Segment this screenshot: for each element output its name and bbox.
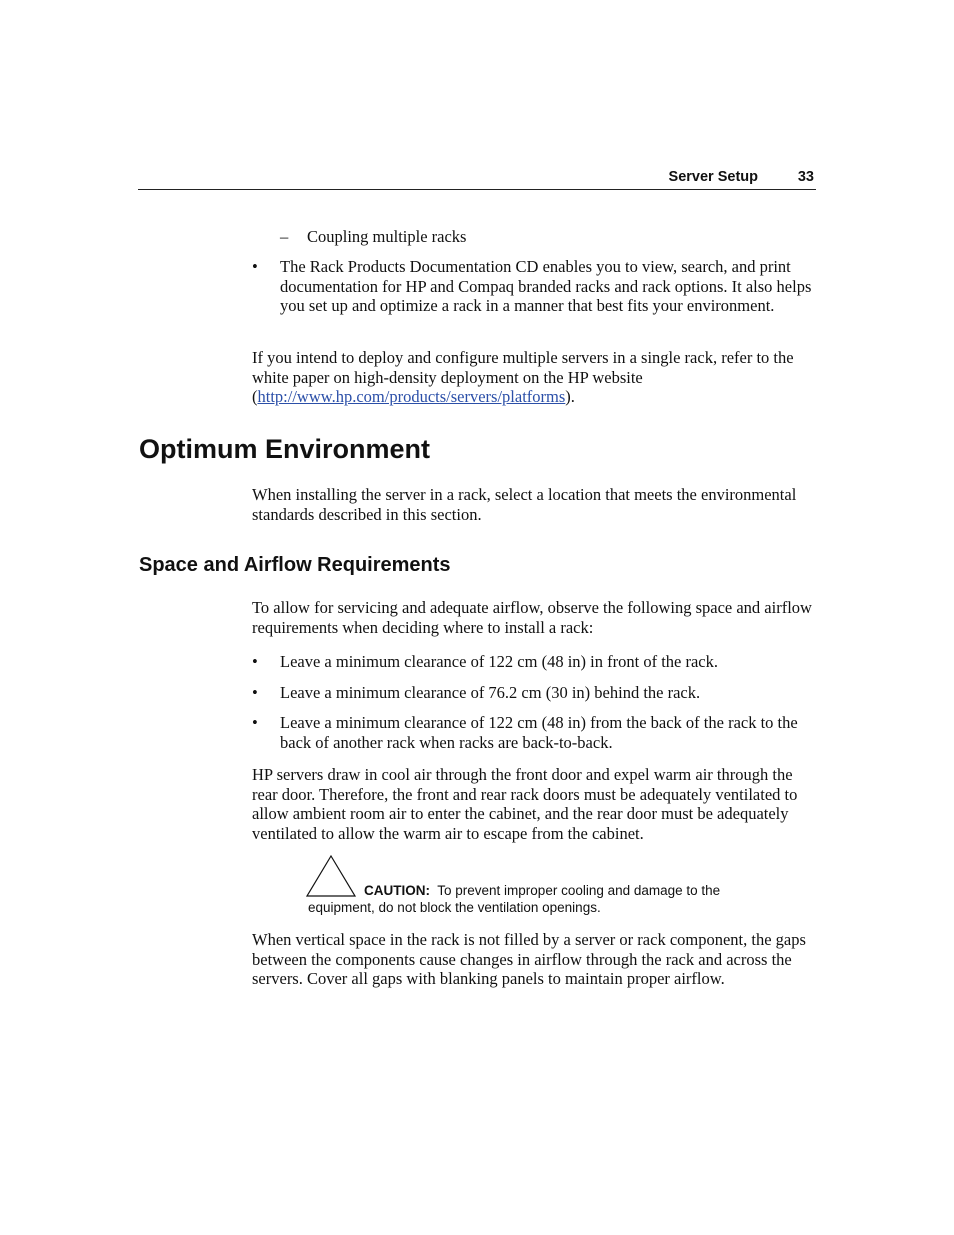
sub-list-item-text: Coupling multiple racks <box>307 227 467 246</box>
blanking-paragraph: When vertical space in the rack is not filled by a server or rack component, the gaps between the components cause changes in airflow through the rack and across the servers. Cover all gaps with blanking panels to maintain proper airflow. <box>252 930 806 989</box>
requirements-intro: To allow for servicing and adequate airflow, observe the following space and airflow requirements when deciding where to install a rack: <box>252 598 812 637</box>
paragraph-text-end: ). <box>565 387 575 407</box>
bullet-marker: • <box>252 683 258 702</box>
paragraph-text: If you intend to deploy and configure multiple servers in a single rack, refer to the white paper on high-density deployment on the HP website ( <box>252 348 794 407</box>
caution-notice <box>306 854 766 920</box>
bullet-marker: • <box>252 713 258 732</box>
subsection-title: Space and Airflow Requirements <box>139 554 451 576</box>
header-section-title: Server Setup <box>668 169 758 185</box>
bullet-marker: • <box>252 652 258 671</box>
caution-text-1: To prevent improper cooling and damage to the <box>437 883 721 898</box>
list-item-text: Leave a minimum clearance of 122 cm (48 in) in front of the rack. <box>280 652 718 671</box>
caution-line-2: equipment, do not block the ventilation openings. <box>308 900 601 915</box>
airflow-paragraph: HP servers draw in cool air through the front door and expel warm air through the rear door. Therefore, the front and rear rack doors must be adequately ventilated to allow ambient room air to enter the cabinet, and the rear door must be adequately ventilated to allow the warm air to escape from the cabinet. <box>252 765 798 843</box>
bullet-marker: • <box>252 257 258 276</box>
running-header <box>138 168 816 190</box>
dash-marker: – <box>280 227 289 246</box>
hp-website-link[interactable]: http://www.hp.com/products/servers/platforms <box>257 387 566 407</box>
list-item-text: The Rack Products Documentation CD enables you to view, search, and print documentation for HP and Compaq branded racks and rack options. It also helps you set up and optimize a rack in a manner that best fits your environment. <box>280 257 812 316</box>
environment-paragraph: When installing the server in a rack, select a location that meets the environmental standards described in this section. <box>252 485 797 524</box>
caution-label: CAUTION: <box>364 883 430 898</box>
list-item-text: Leave a minimum clearance of 122 cm (48 in) from the back of the rack to the back of another rack when racks are back-to-back. <box>280 713 798 752</box>
section-title: Optimum Environment <box>139 434 431 464</box>
page-number: 33 <box>797 169 814 185</box>
deployment-paragraph <box>252 348 822 407</box>
caution-triangle-icon <box>306 854 358 898</box>
caution-line-1 <box>364 883 720 898</box>
list-item-text: Leave a minimum clearance of 76.2 cm (30 in) behind the rack. <box>280 683 701 702</box>
